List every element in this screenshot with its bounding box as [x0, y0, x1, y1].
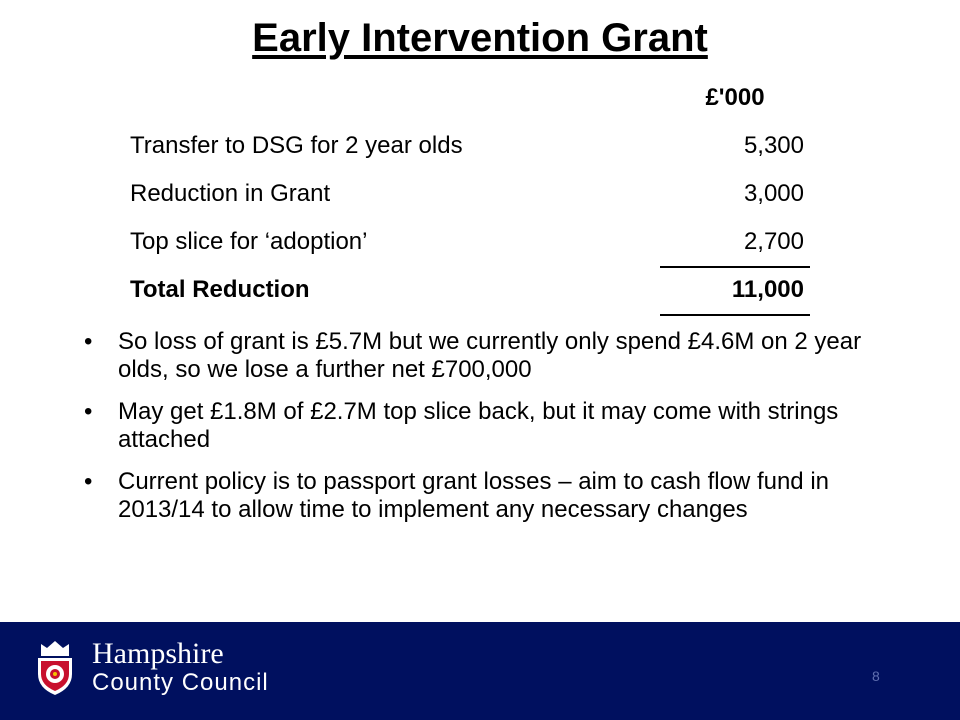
brand-line-1: Hampshire — [92, 637, 224, 670]
total-value: 11,000 — [660, 266, 810, 316]
row-label: Reduction in Grant — [130, 180, 331, 207]
footer-bar — [0, 622, 960, 720]
table-row — [120, 122, 820, 170]
brand-name — [92, 638, 269, 696]
page-number: 8 — [872, 668, 880, 684]
row-label: Transfer to DSG for 2 year olds — [130, 132, 463, 159]
hampshire-crest-icon — [32, 638, 78, 698]
unit-header: £'000 — [705, 84, 765, 111]
bullet-item: • So loss of grant is £5.7M but we currently only spend £4.6M on 2 year olds, so we lose a further net £700,000 — [80, 328, 880, 384]
bullet-item: • May get £1.8M of £2.7M top slice back, but it may come with strings attached — [80, 398, 880, 454]
table-header-row — [120, 74, 820, 122]
table-total-row — [120, 266, 820, 314]
table-row — [120, 170, 820, 218]
brand-line-2: County Council — [92, 669, 269, 696]
bullet-list — [80, 328, 880, 538]
row-value: 5,300 — [743, 132, 804, 159]
row-label: Top slice for ‘adoption’ — [130, 228, 368, 255]
grant-table — [120, 74, 820, 314]
row-value: 3,000 — [743, 180, 804, 207]
bullet-item: • Current policy is to passport grant losses – aim to cash flow fund in 2013/14 to allow time to implement any necessary changes — [80, 468, 880, 524]
table-row — [120, 218, 820, 266]
slide-title: Early Intervention Grant — [252, 16, 708, 60]
total-label: Total Reduction — [130, 276, 310, 303]
row-value: 2,700 — [660, 218, 810, 268]
